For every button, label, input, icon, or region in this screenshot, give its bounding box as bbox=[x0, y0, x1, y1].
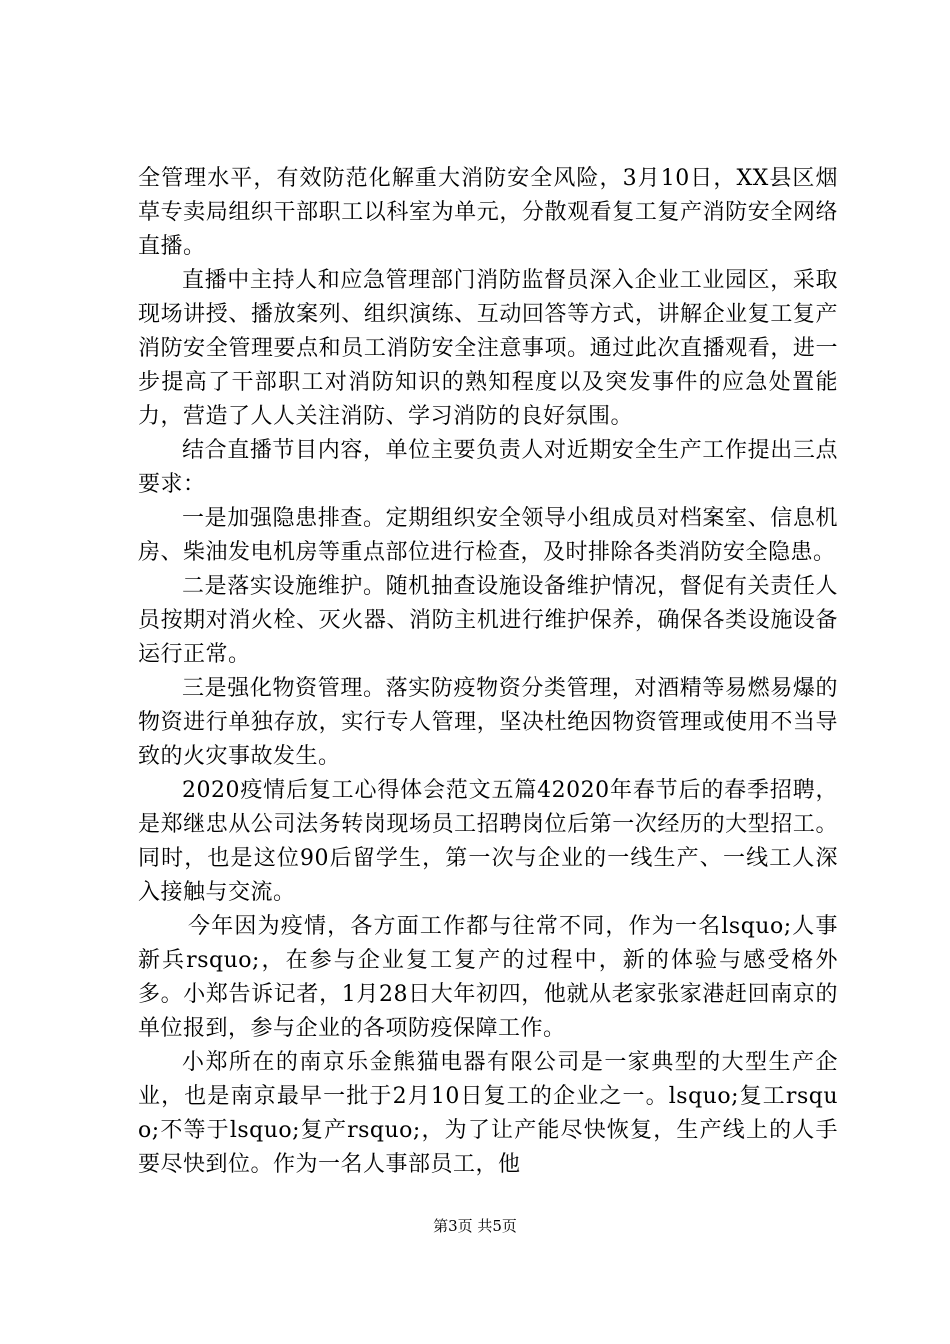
page-footer: 第3页 共5页 bbox=[433, 1217, 517, 1235]
paragraph-1: 全管理水平，有效防范化解重大消防安全风险，3月10日，XX县区烟草专卖局组织干部职工以科室为单元，分散观看复工复产消防安全网络直播。 bbox=[138, 166, 838, 259]
document-body bbox=[138, 162, 838, 1182]
paragraph-9: 小郑所在的南京乐金熊猫电器有限公司是一家典型的大型生产企业，也是南京最早一批于2月10日复工的企业之一。lsquo;复工rsquo;不等于lsquo;复产rsquo;，为了让产能尽快恢复，生产线上的人手要尽快到位。作为一名人事部员工，他 bbox=[138, 1050, 838, 1177]
paragraph-8: 今年因为疫情，各方面工作都与往常不同，作为一名lsquo;人事新兵rsquo;，在参与企业复工复产的过程中，新的体验与感受格外多。小郑告诉记者，1月28日大年初四，他就从老家张家港赶回南京的单位报到，参与企业的各项防疫保障工作。 bbox=[138, 914, 838, 1041]
paragraph-4: 一是加强隐患排查。定期组织安全领导小组成员对档案室、信息机房、柴油发电机房等重点部位进行检查，及时排除各类消防安全隐患。 bbox=[138, 506, 838, 565]
paragraph-2: 直播中主持人和应急管理部门消防监督员深入企业工业园区，采取现场讲授、播放案列、组织演练、互动回答等方式，讲解企业复工复产消防安全管理要点和员工消防安全注意事项。通过此次直播观看，进一步提高了干部职工对消防知识的熟知程度以及突发事件的应急处置能力，营造了人人关注消防、学习消防的良好氛围。 bbox=[138, 268, 838, 429]
paragraph-5: 二是落实设施维护。随机抽查设施设备维护情况，督促有关责任人员按期对消火栓、灭火器、消防主机进行维护保养，确保各类设施设备运行正常。 bbox=[138, 574, 838, 667]
paragraph-6: 三是强化物资管理。落实防疫物资分类管理，对酒精等易燃易爆的物资进行单独存放，实行专人管理，坚决杜绝因物资管理或使用不当导致的火灾事故发生。 bbox=[138, 676, 838, 769]
paragraph-7: 2020疫情后复工心得体会范文五篇42020年春节后的春季招聘，是郑继忠从公司法务转岗现场员工招聘岗位后第一次经历的大型招工。同时，也是这位90后留学生，第一次与企业的一线生产、一线工人深入接触与交流。 bbox=[138, 778, 838, 905]
paragraph-3: 结合直播节目内容，单位主要负责人对近期安全生产工作提出三点要求： bbox=[138, 438, 838, 497]
